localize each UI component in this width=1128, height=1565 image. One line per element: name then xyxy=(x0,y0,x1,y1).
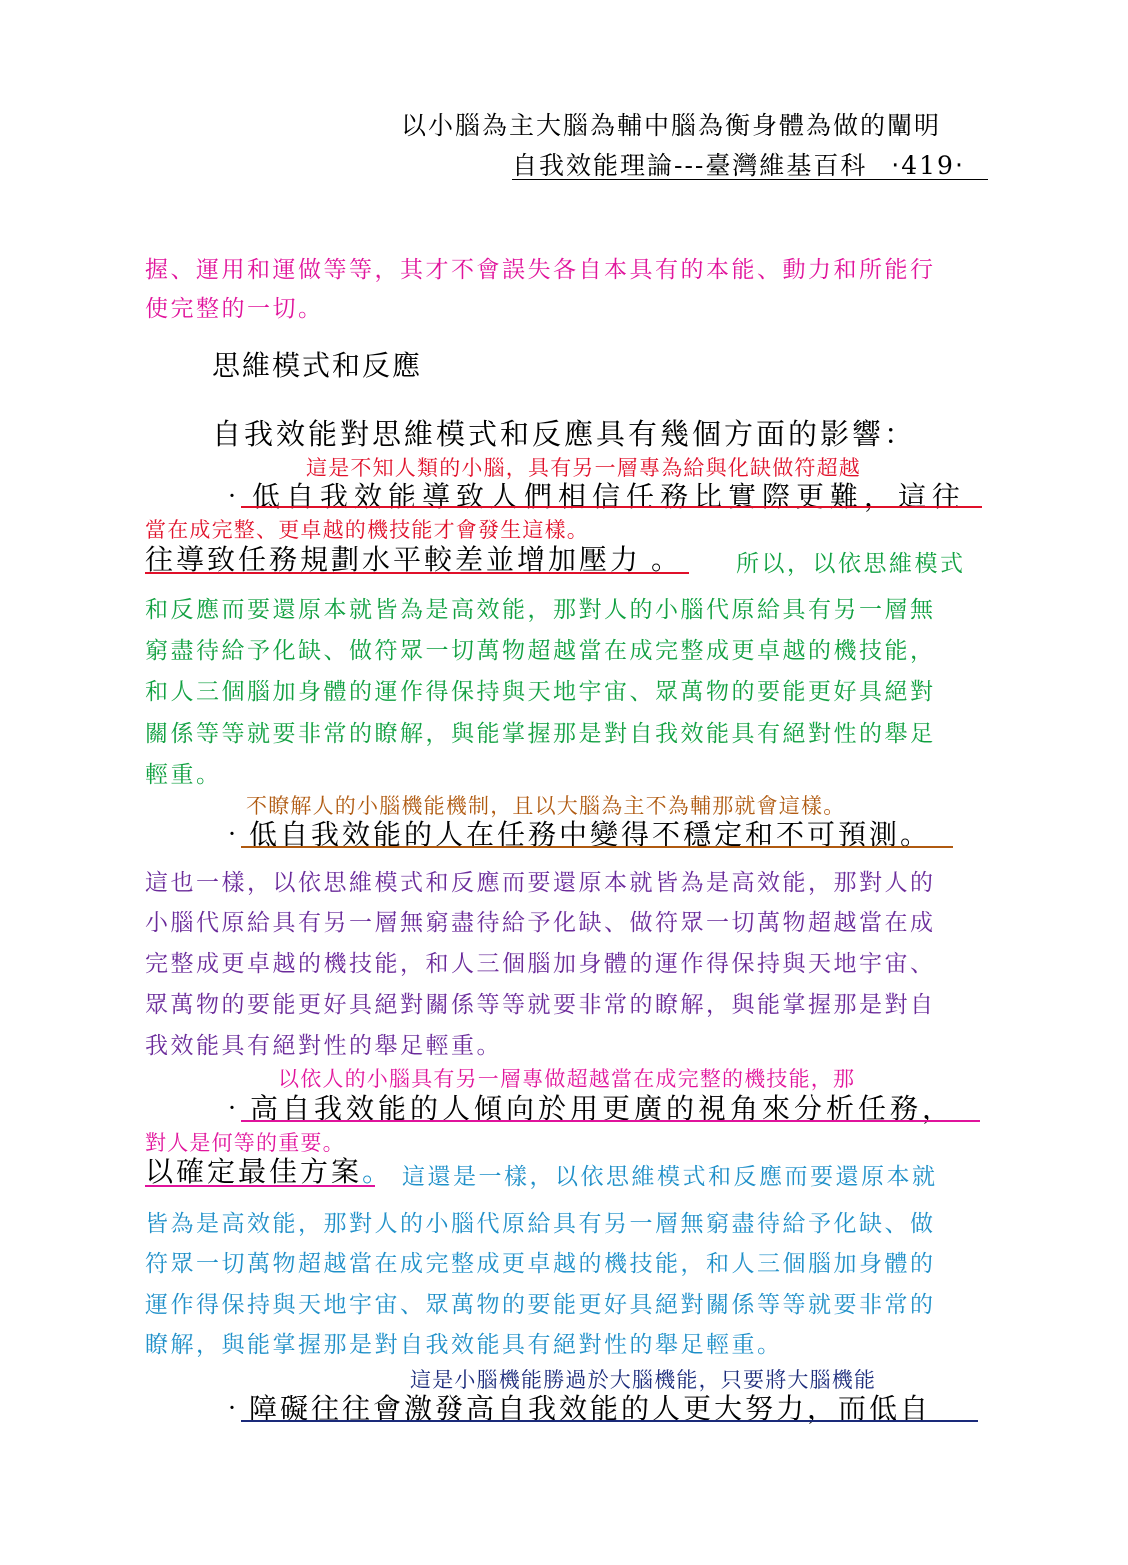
bullet3-text-line-2-main: 以確定最佳方案 xyxy=(145,1155,363,1188)
bullet1-underline-2 xyxy=(145,572,689,574)
bullet2-comment-line-5: 我效能具有絕對性的舉足輕重。 xyxy=(145,1033,502,1059)
intro-line-2: 使完整的一切。 xyxy=(145,296,324,322)
header-rule xyxy=(512,179,988,180)
bullet1-comment-line-4: 關係等等就要非常的瞭解，與能掌握那是對自我效能具有絕對性的舉足 xyxy=(145,721,936,747)
bullet4-text: ‧障礙往往會激發高自我效能的人更大努力，而低自 xyxy=(218,1392,932,1425)
bullet1-underline-1 xyxy=(241,506,982,508)
bullet3-comment-line-3: 運作得保持與天地宇宙、眾萬物的要能更好具絕對關係等等就要非常的 xyxy=(145,1292,936,1318)
bullet3-comment-line-1: 皆為是高效能，那對人的小腦代原給具有另一層無窮盡待給予化缺、做 xyxy=(145,1211,936,1237)
lead-paragraph: 自我效能對思維模式和反應具有幾個方面的影響： xyxy=(212,417,917,451)
bullet2-comment-line-1: 這也一樣，以依思維模式和反應而要還原本就皆為是高效能，那對人的 xyxy=(145,870,936,896)
header-subtitle xyxy=(512,146,965,182)
bullet3-comment-start: 這還是一樣，以依思維模式和反應而要還原本就 xyxy=(402,1164,938,1190)
bullet2-note: 不瞭解人的小腦機能機制，且以大腦為主不為輔那就會這樣。 xyxy=(246,794,846,818)
bullet1-comment-start: 所以，以依思維模式 xyxy=(736,551,966,577)
header-source: 自我效能理論---臺灣維基百科 xyxy=(512,151,868,180)
bullet3-note-line-1: 以依人的小腦具有另一層專做超越當在成完整的機技能，那 xyxy=(278,1067,856,1091)
bullet1-comment-line-3: 和人三個腦加身體的運作得保持與天地宇宙、眾萬物的要能更好具絕對 xyxy=(145,679,936,705)
bullet1-note-line-1: 這是不知人類的小腦，具有另一層專為給與化缺做符超越 xyxy=(306,456,861,480)
bullet2-comment-line-3: 完整成更卓越的機技能，和人三個腦加身體的運作得保持與天地宇宙、 xyxy=(145,951,936,977)
bullet3-underline-1 xyxy=(241,1120,980,1122)
page-number: ‧419‧ xyxy=(891,151,965,180)
bullet1-comment-line-5: 輕重。 xyxy=(145,762,222,788)
bullet1-text-line-1: ‧低自我效能導致人們相信任務比實際更難，這往 xyxy=(218,480,967,513)
bullet2-comment-line-4: 眾萬物的要能更好具絕對關係等等就要非常的瞭解，與能掌握那是對自 xyxy=(145,992,936,1018)
bullet3-underline-2 xyxy=(145,1185,375,1187)
bullet1-comment-line-1: 和反應而要還原本就皆為是高效能，那對人的小腦代原給具有另一層無 xyxy=(145,597,936,623)
bullet3-text-line-2 xyxy=(145,1150,393,1190)
bullet3-text-line-1: ‧高自我效能的人傾向於用更廣的視角來分析任務， xyxy=(218,1092,955,1125)
bullet3-text-line-2-end: 。 xyxy=(362,1155,394,1188)
bullet1-comment-line-2: 窮盡待給予化缺、做符眾一切萬物超越當在成完整成更卓越的機技能， xyxy=(145,638,936,664)
bullet3-note-line-2: 對人是何等的重要。 xyxy=(145,1131,345,1155)
section-heading: 思維模式和反應 xyxy=(212,349,423,382)
bullet2-text-end: 。 xyxy=(900,818,932,851)
bullet2-underline xyxy=(241,846,953,848)
bullet1-text-line-2-main: 往導致任務規劃水平較差並增加壓力 xyxy=(145,543,642,576)
bullet4-underline xyxy=(241,1420,978,1422)
bullet1-text-line-2-end: 。 xyxy=(651,543,683,576)
intro-line-1: 握、運用和運做等等，其才不會誤失各自本具有的本能、動力和所能行 xyxy=(145,257,936,283)
bullet2-comment-line-2: 小腦代原給具有另一層無窮盡待給予化缺、做符眾一切萬物超越當在成 xyxy=(145,910,936,936)
bullet4-note: 這是小腦機能勝過於大腦機能，只要將大腦機能 xyxy=(410,1368,877,1392)
bullet3-comment-line-2: 符眾一切萬物超越當在成完整成更卓越的機技能，和人三個腦加身體的 xyxy=(145,1251,936,1277)
header-title: 以小腦為主大腦為輔中腦為衡身體為做的闡明 xyxy=(401,111,942,140)
bullet1-note-line-2: 當在成完整、更卓越的機技能才會發生這樣。 xyxy=(145,518,589,542)
bullet3-comment-line-4: 瞭解，與能掌握那是對自我效能具有絕對性的舉足輕重。 xyxy=(145,1332,783,1358)
bullet2-text-main: ‧低自我效能的人在任務中變得不穩定和不可預測 xyxy=(218,818,901,851)
